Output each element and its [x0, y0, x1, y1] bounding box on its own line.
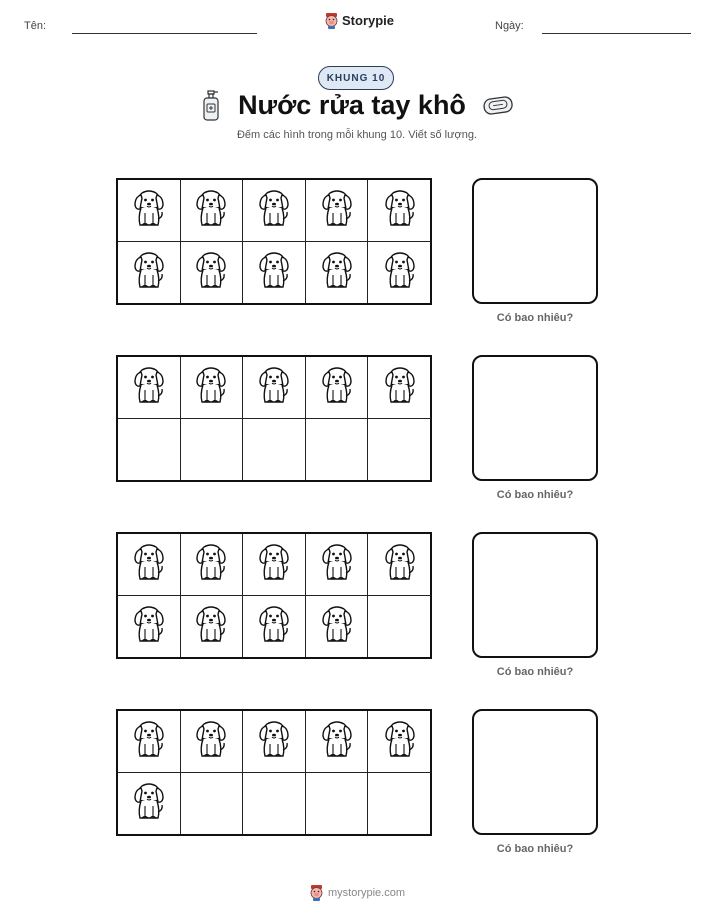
ten-frame-cell	[118, 711, 181, 773]
puppy-icon	[381, 718, 419, 765]
ten-frame-cell	[181, 180, 244, 242]
ten-frame	[116, 532, 432, 659]
ten-frame-cell	[368, 242, 431, 304]
puppy-icon	[192, 249, 230, 296]
name-field[interactable]	[72, 33, 257, 34]
soap-bar-icon	[482, 94, 514, 116]
ten-frame-cell	[306, 180, 369, 242]
ten-frame-cell	[243, 596, 306, 658]
instructions: Đếm các hình trong mỗi khung 10. Viết số lượng.	[236, 129, 477, 141]
ten-frame-cell	[368, 419, 431, 481]
ten-frame-cell	[118, 534, 181, 596]
how-many-label: Có bao nhiêu?	[496, 312, 574, 324]
ten-frame-cell	[306, 596, 369, 658]
puppy-icon	[381, 249, 419, 296]
ten-frame-cell	[118, 773, 181, 835]
ten-frame-cell	[243, 242, 306, 304]
brand-name: Storypie	[342, 13, 395, 28]
name-label: Tên:	[24, 20, 47, 32]
ten-frame-cell	[118, 419, 181, 481]
puppy-icon	[130, 541, 168, 588]
pig-mascot-icon	[324, 12, 339, 29]
puppy-icon	[130, 718, 168, 765]
ten-frame-cell	[306, 711, 369, 773]
brand-logo	[324, 12, 394, 29]
answer-box[interactable]	[472, 709, 598, 835]
hand-sanitizer-icon	[200, 88, 222, 122]
date-field[interactable]	[542, 33, 691, 34]
puppy-icon	[381, 541, 419, 588]
ten-frame-cell	[243, 180, 306, 242]
ten-frame-cell	[181, 534, 244, 596]
footer-site: mystorypie.com	[327, 886, 406, 899]
puppy-icon	[255, 364, 293, 411]
ten-frame-cell	[181, 419, 244, 481]
answer-box[interactable]	[472, 355, 598, 481]
ten-frame-cell	[243, 711, 306, 773]
ten-frame-cell	[368, 357, 431, 419]
puppy-icon	[318, 541, 356, 588]
puppy-icon	[318, 364, 356, 411]
answer-box[interactable]	[472, 532, 598, 658]
puppy-icon	[192, 541, 230, 588]
puppy-icon	[318, 718, 356, 765]
puppy-icon	[381, 187, 419, 234]
ten-frame-cell	[243, 534, 306, 596]
ten-frame-cell	[306, 357, 369, 419]
ten-frame-cell	[181, 596, 244, 658]
worksheet-badge: KHUNG 10	[318, 66, 394, 90]
ten-frame-cell	[181, 242, 244, 304]
ten-frame-cell	[368, 773, 431, 835]
ten-frame-cell	[243, 357, 306, 419]
ten-frame	[116, 178, 432, 305]
puppy-icon	[255, 603, 293, 650]
ten-frame-cell	[118, 242, 181, 304]
ten-frame-cell	[306, 773, 369, 835]
puppy-icon	[318, 603, 356, 650]
ten-frame-cell	[368, 711, 431, 773]
puppy-icon	[318, 187, 356, 234]
ten-frame	[116, 709, 432, 836]
ten-frame-cell	[118, 180, 181, 242]
puppy-icon	[130, 603, 168, 650]
puppy-icon	[255, 718, 293, 765]
puppy-icon	[130, 780, 168, 827]
title-row	[0, 88, 714, 122]
puppy-icon	[130, 249, 168, 296]
ten-frame	[116, 355, 432, 482]
how-many-label: Có bao nhiêu?	[496, 489, 574, 501]
puppy-icon	[130, 187, 168, 234]
ten-frame-cell	[306, 534, 369, 596]
puppy-icon	[192, 187, 230, 234]
pig-mascot-icon	[309, 884, 324, 901]
ten-frame-cell	[368, 596, 431, 658]
puppy-icon	[255, 187, 293, 234]
answer-box[interactable]	[472, 178, 598, 304]
ten-frame-cell	[306, 242, 369, 304]
ten-frame-cell	[368, 180, 431, 242]
ten-frame-cell	[368, 534, 431, 596]
ten-frame-cell	[181, 773, 244, 835]
ten-frame-cell	[181, 357, 244, 419]
ten-frame-cell	[181, 711, 244, 773]
puppy-icon	[255, 541, 293, 588]
date-label: Ngày:	[495, 20, 524, 32]
ten-frame-cell	[243, 773, 306, 835]
ten-frame-cell	[306, 419, 369, 481]
puppy-icon	[192, 603, 230, 650]
puppy-icon	[130, 364, 168, 411]
puppy-icon	[192, 364, 230, 411]
puppy-icon	[318, 249, 356, 296]
ten-frame-cell	[118, 596, 181, 658]
ten-frame-cell	[118, 357, 181, 419]
how-many-label: Có bao nhiêu?	[496, 843, 574, 855]
how-many-label: Có bao nhiêu?	[496, 666, 574, 678]
page-title: Nước rửa tay khô	[238, 89, 466, 120]
puppy-icon	[255, 249, 293, 296]
footer	[0, 884, 714, 901]
puppy-icon	[192, 718, 230, 765]
ten-frame-cell	[243, 419, 306, 481]
puppy-icon	[381, 364, 419, 411]
